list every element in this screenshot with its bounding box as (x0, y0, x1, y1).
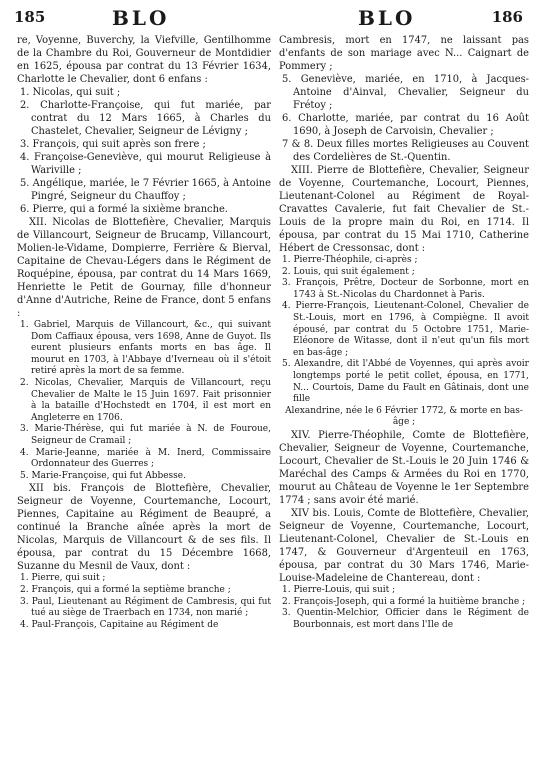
list-item: 6. Pierre, qui a formé la sixième branche. (20, 204, 228, 215)
generation-xii-bis-paragraph: XII bis. François de Blottefière, Chevalier, Seigneur de Voyenne, Courtemanche, Locourt, Piennes, Capitaine au Régiment de Beaupré, a continué la Branche aînée après la mort de Nicolas, Marquis de Villancourt & de ses fils. Il épousa, par contrat du 15 Décembre 1668, Suzanne du Mesnil de Vaux, dont : (17, 483, 271, 573)
list-item: 1. Pierre-Louis, qui suit ; (282, 584, 396, 595)
list-item: 1. Nicolas, qui suit ; (20, 87, 121, 98)
list-item: 2. Nicolas, Chevalier, Marquis de Villancourt, reçu Chevalier de Malte le 15 Juin 1697. Fait prisonnier à la bataille d'Hochstedt en 1704, il est mort en Angleterre en 1706. (20, 377, 271, 423)
generation-xii-paragraph: XII. Nicolas de Blottefière, Chevalier, Marquis de Villancourt, Seigneur de Brucamp, Villancourt, Molien-le-Vidame, Dompierre, Ferrière & Bierval, Capitaine de Chevau-Légers dans le Régiment de Roquépine, épousa, par contrat du 14 Mars 1669, Henriette le Petit de Gournay, fille d'honneur d'Anne d'Autriche, Reine de France, dont 5 enfans : (17, 217, 271, 319)
generation-xiv-bis-paragraph: XIV bis. Louis, Comte de Blottefière, Chevalier, Seigneur de Voyenne, Courtemanche, Locourt, Lieutenant-Colonel, Chevalier de St.-Louis en 1747, & Gouverneur d'Argenteuil en 1763, épousa, par contrat du 30 Mars 1746, Marie-Louise-Madeleine de Chantereau, dont : (279, 507, 529, 584)
running-head-right: BLO (358, 6, 416, 30)
list-item: 1. Pierre-Théophile, ci-après ; (282, 255, 418, 265)
running-head-left: BLO (112, 6, 170, 30)
list-item: 4. Marie-Jeanne, mariée à M. Inerd, Commissaire Ordonnateur des Guerres ; (20, 447, 271, 470)
continuation-children-list (279, 73, 529, 164)
list-item: 3. Marie-Thérèse, qui fut mariée à N. de Fouroue, Seigneur de Cramail ; (20, 424, 271, 446)
xii-bis-children-list (17, 573, 271, 631)
list-item: 3. Quentin-Melchior, Officier dans le Régiment de Bourbonnais, est mort dans l'Ile de (282, 608, 529, 630)
list-item: 7 & 8. Deux filles mortes Religieuses au Couvent des Cordelières de St.-Quentin. (282, 139, 529, 163)
page-header (0, 6, 541, 32)
list-item: 5. Angélique, mariée, le 7 Février 1665, à Antoine Pingré, Seigneur du Chauffoy ; (20, 178, 271, 202)
list-item: 2. François-Joseph, qui a formé la huitième branche ; (282, 596, 526, 607)
xiii-children-list (279, 255, 529, 429)
generation-xiii-paragraph: XIII. Pierre de Blottefière, Chevalier, Seigneur de Voyenne, Courtemanche, Locourt, Piennes, Lieutenant-Colonel au Régiment de Royal-Cravattes Cavalerie, fut fait Chevalier de St.-Louis de la propre main du Roi, en 1714. Il épousa, par contrat du 15 Mai 1710, Catherine Hébert de Cressonsac, dont : (279, 165, 529, 254)
grandchild-entry: Alexandrine, née le 6 Février 1772, & morte en bas-âge ; (285, 405, 523, 428)
continuation-paragraph: Cambresis, mort en 1747, ne laissant pas d'enfants de son mariage avec N... Caignart de Pommery ; (279, 35, 529, 72)
list-item: 1. Pierre, qui suit ; (20, 573, 106, 584)
list-item: 4. Françoise-Geneviève, qui mourut Religieuse à Wariville ; (20, 152, 271, 176)
children-list (17, 86, 271, 216)
list-item: 4. Paul-François, Capitaine au Régiment de (20, 619, 219, 630)
page-number-right: 186 (491, 8, 523, 26)
list-item: 3. Paul, Lieutenant au Régiment de Cambresis, qui fut tué au siège de Traerbach en 1734, non marié ; (20, 596, 271, 619)
generation-xiv-paragraph: XIV. Pierre-Théophile, Comte de Blottefière, Chevalier, Seigneur de Voyenne, Courtemanche, Locourt, Chevalier de St.-Louis le 20 Juin 1746 & Maréchal des Camps & Armées du Roi en 1770, mourut au Château de Voyenne le 1er Septembre 1774 ; sans avoir été marié. (279, 429, 529, 506)
xiv-bis-children-list (279, 585, 529, 631)
list-item: 3. François, Prêtre, Docteur de Sorbonne, mort en 1743 à St.-Nicolas du Chardonnet à Paris. (282, 278, 529, 300)
list-item: 2. Louis, qui suit également ; (282, 266, 415, 277)
list-item: 2. Charlotte-Françoise, qui fut mariée, par contrat du 12 Mars 1665, à Charles du Chastelet, Chevalier, Seigneur de Lévigny ; (20, 100, 271, 137)
left-column (17, 34, 271, 631)
list-item: 5. Alexandre, dit l'Abbé de Voyennes, qui après avoir longtemps porté le petit collet, épousa, en 1771, N... Courtois, Dame du Fault en Gâtinais, dont une fille (282, 359, 529, 405)
list-item: 4. Pierre-François, Lieutenant-Colonel, Chevalier de St.-Louis, mort en 1796, à Compiègne. Il avoit épousé, par contrat du 5 Octobre 1751, Marie-Eléonore de Witasse, dont il n'eut qu'un fils mort en bas-âge ; (282, 301, 529, 358)
page-number-left: 185 (14, 8, 46, 26)
intro-paragraph: re, Voyenne, Buverchy, la Viefville, Gentilhomme de la Chambre du Roi, Gouverneur de Montdidier en 1625, épousa par contrat du 13 Février 1634, Charlotte le Chevalier, dont 6 enfans : (17, 35, 271, 85)
list-item: 6. Charlotte, mariée, par contrat du 16 Août 1690, à Joseph de Carvoisin, Chevalier ; (282, 113, 529, 137)
list-item: 5. Geneviève, mariée, en 1710, à Jacques-Antoine d'Ainval, Chevalier, Seigneur du Frétoy ; (282, 74, 529, 111)
xii-children-list (17, 320, 271, 482)
list-item: 5. Marie-Françoise, qui fut Abbesse. (20, 470, 186, 481)
list-item: 2. François, qui a formé la septième branche ; (20, 584, 231, 595)
right-column (279, 34, 529, 631)
list-item: 1. Gabriel, Marquis de Villancourt, &c., qui suivant Dom Caffiaux épousa, vers 1698, Anne de Guyot. Ils eurent plusieurs enfants morts en bas âge. Il mourut en 1703, à l'Abbaye d'Iverneau où il s'étoit retiré après la mort de sa femme. (20, 320, 271, 377)
list-item: 3. François, qui suit après son frere ; (20, 139, 206, 150)
